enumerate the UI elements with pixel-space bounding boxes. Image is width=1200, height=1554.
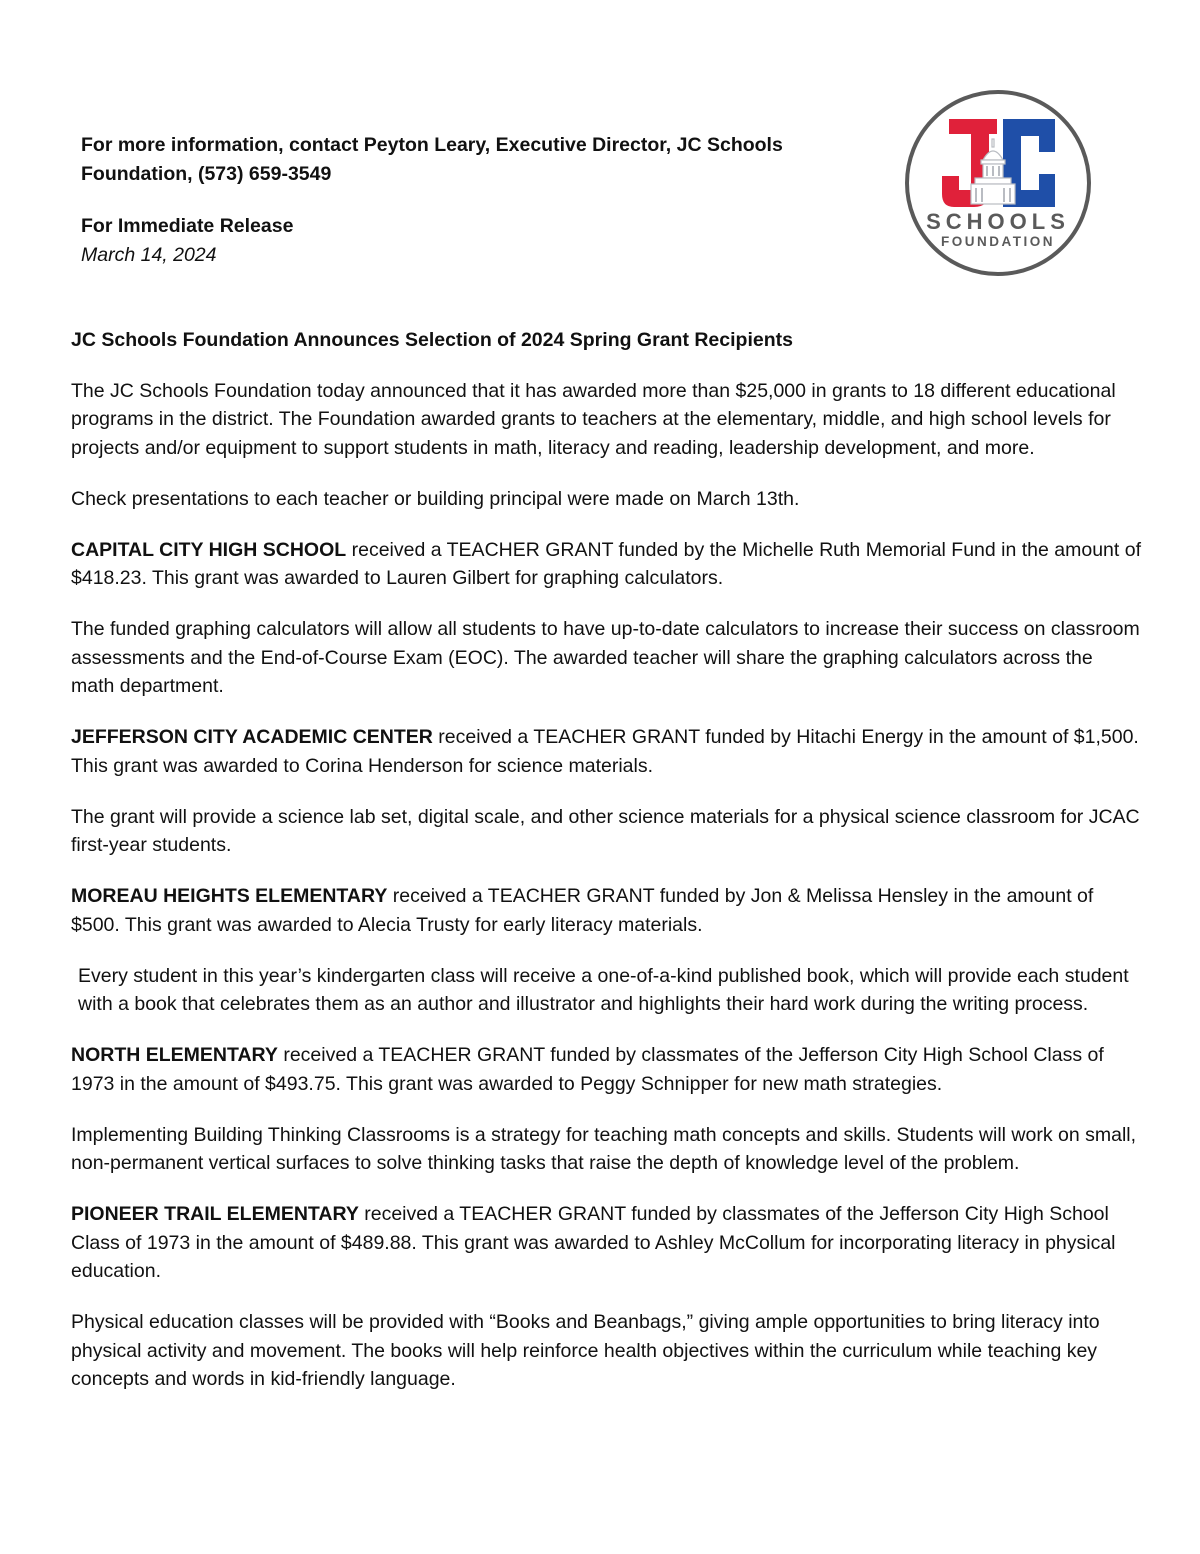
grant-summary — [71, 882, 1141, 939]
grant-description: Implementing Building Thinking Classrooms is a strategy for teaching math concepts and skills. Students will work on small, non-permanent vertical surfaces to solve thinking tasks that raise the depth of knowledge level of the problem. — [71, 1123, 1137, 1174]
school-name: JEFFERSON CITY ACADEMIC CENTER — [71, 726, 433, 748]
school-name: MOREAU HEIGHTS ELEMENTARY — [71, 885, 388, 907]
article-headline: JC Schools Foundation Announces Selection of 2024 Spring Grant Recipients — [71, 329, 793, 351]
grant-summary — [71, 1041, 1141, 1098]
article-body — [71, 326, 1141, 1416]
grant-summary-text: received a TEACHER GRANT funded by Hitachi Energy in the amount of $1,500. This grant was awarded to Corina Henderson for science materials. — [71, 726, 1139, 777]
grant-summary-text: received a TEACHER GRANT funded by classmates of the Jefferson City High School Class of 1973 in the amount of $489.88. This grant was awarded to Ashley McCollum for incorporating literacy in physical education. — [71, 1203, 1116, 1282]
school-name: PIONEER TRAIL ELEMENTARY — [71, 1203, 359, 1225]
grant-description: The grant will provide a science lab set, digital scale, and other science materials for a physical science classroom for JCAC first-year students. — [71, 805, 1140, 856]
logo-icon — [909, 94, 1087, 272]
grant-summary-text: received a TEACHER GRANT funded by the Michelle Ruth Memorial Fund in the amount of $418.23. This grant was awarded to Lauren Gilbert for graphing calculators. — [71, 538, 1142, 589]
grant-summary-text: received a TEACHER GRANT funded by Jon & Melissa Hensley in the amount of $500. This grant was awarded to Alecia Trusty for early literacy materials. — [71, 885, 1094, 936]
jc-schools-foundation-logo — [905, 90, 1091, 276]
grant-summary — [71, 723, 1141, 780]
grant-description: Every student in this year’s kindergarten class will receive a one-of-a-kind published book, which will provide each student with a book that celebrates them as an author and illustrator and highlights their hard work during the writing process. — [78, 964, 1129, 1015]
intro-paragraph: The JC Schools Foundation today announced that it has awarded more than $25,000 in grants to 18 different educational programs in the district. The Foundation awarded grants to teachers at the elementary, middle, and high school levels for projects and/or equipment to support students in math, literacy and reading, leadership development, and more. — [71, 379, 1116, 459]
contact-info: For more information, contact Peyton Leary, Executive Director, JC Schools Foundation, (573) 659-3549 — [81, 134, 783, 185]
release-label: For Immediate Release — [81, 215, 294, 237]
svg-text:FOUNDATION: FOUNDATION — [941, 234, 1055, 249]
grant-summary — [71, 536, 1141, 593]
release-block — [81, 212, 681, 270]
school-name: CAPITAL CITY HIGH SCHOOL — [71, 538, 347, 561]
school-name: NORTH ELEMENTARY — [71, 1044, 278, 1066]
svg-text:SCHOOLS: SCHOOLS — [926, 209, 1070, 234]
grant-description: The funded graphing calculators will allow all students to have up-to-date calculators to increase their success on classroom assessments and the End-of-Course Exam (EOC). The awarded teacher will share the graphing calculators across the math department. — [71, 618, 1140, 697]
grant-summary — [71, 1200, 1141, 1286]
release-date: March 14, 2024 — [81, 244, 217, 266]
grant-description: Physical education classes will be provided with “Books and Beanbags,” giving ample opportunities to bring literacy into physical activity and movement. The books will help reinforce health objectives within the curriculum while teaching key concepts and words in kid-friendly language. — [71, 1311, 1100, 1390]
presentations-paragraph: Check presentations to each teacher or building principal were made on March 13th. — [71, 487, 800, 510]
grant-summary-text: received a TEACHER GRANT funded by classmates of the Jefferson City High School Class of 1973 in the amount of $493.75. This grant was awarded to Peggy Schnipper for new math strategies. — [71, 1044, 1104, 1095]
